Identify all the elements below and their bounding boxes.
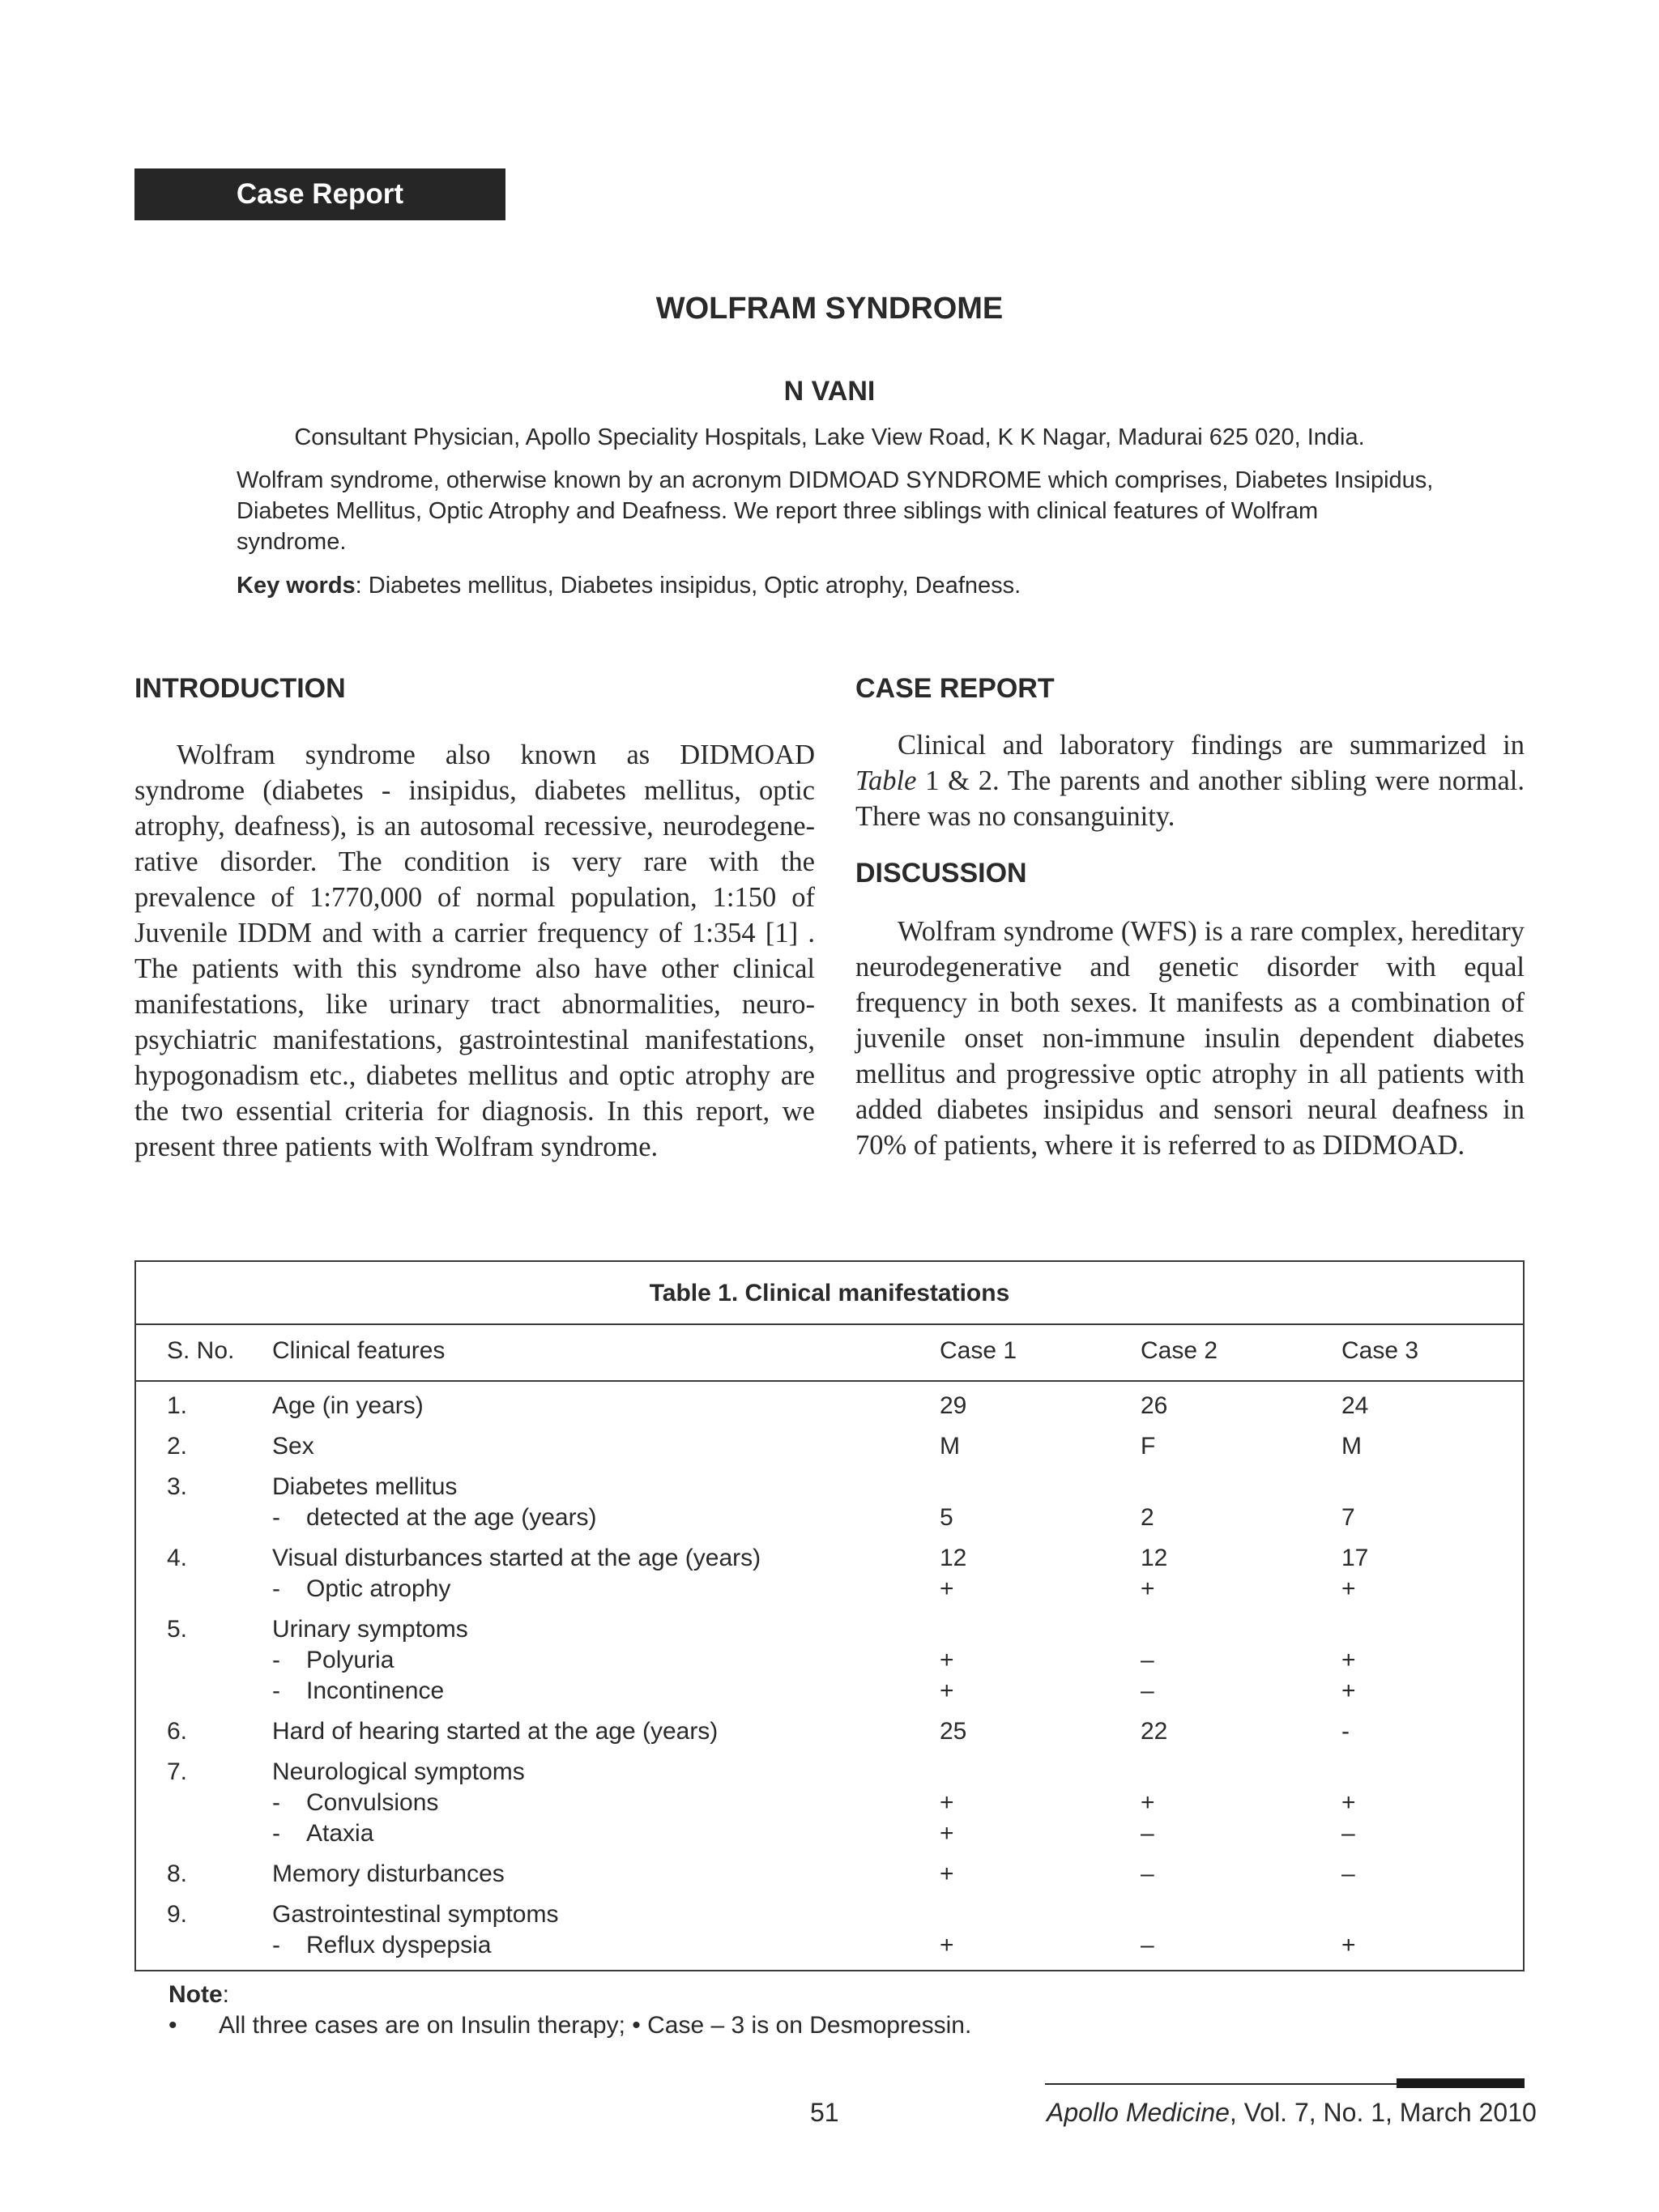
table-cell-case1: + [940,1575,954,1602]
table-cell-sno: 9. [167,1901,188,1928]
table-cell-case2: 22 [1141,1718,1168,1745]
table-cell-case2: – [1141,1932,1154,1958]
table-cell-sno: 6. [167,1718,188,1745]
table-cell-sno: 2. [167,1433,188,1460]
clinical-manifestations-table [134,1260,1525,1971]
journal-citation [1047,2098,1537,2128]
article-title: WOLFRAM SYNDROME [655,292,1004,326]
journal-name: Apollo Medicine [1047,2098,1230,2127]
table-cell-feature [272,1646,394,1675]
dash-marker: - [272,1647,280,1673]
table-cell-feature: Age (in years) [272,1392,424,1419]
note-item [168,2010,971,2041]
table-cell-case2: + [1141,1789,1155,1816]
discussion-paragraph: Wolfram syndrome (WFS) is a rare complex, hereditary neurodegenerative and genetic disorder with equal frequency in both sexes. It manifests as a combination of juvenile onset non-immune insulin dependent diabetes mellitus and progressive optic atrophy in all patients with added diabetes insipidus and sensori neural deafness in 70% of patients, where it is referred to as DIDMOAD. [855,916,1525,1161]
table-cell-case2: 2 [1141,1504,1154,1531]
table-header-sno: S. No. [167,1337,235,1364]
dash-marker: - [272,1932,280,1958]
table-cell-feature: Gastrointestinal symptoms [272,1901,559,1928]
table-header-features: Clinical features [272,1337,446,1364]
author-name: N VANI [783,376,876,407]
table-cell-case3: - [1341,1718,1350,1745]
table-cell-feature [272,1819,373,1848]
introduction-body [134,737,815,1165]
table-cell-case1: + [940,1647,954,1673]
dash-marker: - [272,1677,280,1704]
table-cell-case1: 25 [940,1718,967,1745]
dash-marker: - [272,1504,280,1531]
journal-issue: , Vol. 7, No. 1, March 2010 [1229,2098,1537,2127]
table-cell-case3: + [1341,1932,1356,1958]
table-cell-case1: + [940,1860,954,1887]
note-label: Note [168,1981,223,2008]
table-cell-feature [272,1931,491,1960]
case-report-heading: CASE REPORT [855,673,1055,704]
table-header-case2: Case 2 [1141,1337,1218,1364]
dash-marker: - [272,1575,280,1602]
introduction-heading: INTRODUCTION [134,673,346,704]
table-header-case3: Case 3 [1341,1337,1419,1364]
abstract: Wolfram syndrome, otherwise known by an acronym DIDMOAD SYNDROME which comprises, Diabetes Insipidus, Diabetes Mellitus, Optic Atrophy and Deafness. We report three siblings with clinical features of Wolfram syndrome. [237,467,1434,555]
case-report-paragraph: Clinical and laboratory findings are summarized in Table 1 & 2. The parents and another sibling were normal. There was no consanguinity. [855,730,1525,832]
table-cell-feature [272,1788,438,1818]
table-cell-sno: 5. [167,1616,188,1643]
dash-marker: - [272,1789,280,1816]
page-number: 51 [810,2098,839,2127]
table-cell-feature: Memory disturbances [272,1860,505,1887]
author-affiliation: Consultant Physician, Apollo Speciality Hospitals, Lake View Road, K K Nagar, Madurai 625 020, India. [294,424,1365,450]
feature-text: detected at the age (years) [306,1504,597,1531]
table-cell-case3: – [1341,1860,1355,1887]
table-divider [136,1380,1523,1382]
table-cell-case2: – [1141,1820,1154,1847]
table-cell-case2: – [1141,1677,1154,1704]
table-cell-case1: + [940,1677,954,1704]
table-cell-sno: 4. [167,1545,188,1571]
table-cell-sno: 7. [167,1758,188,1785]
introduction-paragraph: Wolfram syndrome also known as DIDMOAD syndrome (diabetes - insipidus, diabetes mellitus, optic atrophy, deafness), is an autosomal recessive, neurodegene-rative disorder. The condition is very rare with the prevalence of 1:770,000 of normal population, 1:150 of Juvenile IDDM and with a carrier frequency of 1:354 [1] . The patients with this syndrome also have other clinical manifestations, like urinary tract abnormalities, neuro-psychiatric manifestations, gastrointestinal manifestations, hypogonadism etc., diabetes mellitus and optic atrophy are the two essential criteria for diagnosis. In this report, we present three patients with Wolfram syndrome. [134,739,815,1162]
feature-text: Incontinence [306,1677,445,1704]
table-cell-case3: + [1341,1647,1356,1673]
table-cell-case3: 17 [1341,1545,1369,1571]
table-cell-feature: Sex [272,1433,314,1460]
table-cell-feature: Hard of hearing started at the age (years) [272,1718,719,1745]
table-cell-feature [272,1503,597,1532]
table-cell-case3: + [1341,1575,1356,1602]
table-cell-case1: + [940,1932,954,1958]
table-cell-case2: F [1141,1433,1156,1460]
table-cell-case2: 26 [1141,1392,1168,1419]
table-divider [136,1323,1523,1325]
table-cell-case1: M [940,1433,960,1460]
table-cell-case2: – [1141,1647,1154,1673]
table-cell-feature [272,1677,444,1706]
table-cell-sno: 1. [167,1392,188,1419]
table-cell-case2: 12 [1141,1545,1168,1571]
bullet-icon: • [168,2012,177,2039]
table-cell-case2: + [1141,1575,1155,1602]
table-cell-case3: – [1341,1820,1355,1847]
table-cell-feature: Diabetes mellitus [272,1473,458,1500]
table-header-case1: Case 1 [940,1337,1017,1364]
table-cell-case3: 24 [1341,1392,1369,1419]
section-banner: Case Report [134,168,505,220]
feature-text: Polyuria [306,1647,394,1673]
table-cell-feature: Visual disturbances started at the age (years) [272,1545,761,1571]
table-cell-feature: Neurological symptoms [272,1758,525,1785]
discussion-heading: DISCUSSION [855,858,1027,889]
table-cell-sno: 3. [167,1473,188,1500]
keywords-text: : Diabetes mellitus, Diabetes insipidus, Optic atrophy, Deafness. [355,573,1021,599]
discussion-body [855,914,1525,1163]
table-cell-case1: + [940,1820,954,1847]
note-text: All three cases are on Insulin therapy; • Case – 3 is on Desmopressin. [219,2012,972,2039]
table-note: Note: [168,1981,230,2008]
table-cell-feature [272,1575,450,1604]
table-cell-case2: – [1141,1860,1154,1887]
feature-text: Reflux dyspepsia [306,1932,492,1958]
feature-text: Convulsions [306,1789,439,1816]
footer-bar [1397,2078,1525,2088]
keywords [237,570,1434,601]
table-cell-case3: M [1341,1433,1362,1460]
table-caption: Table 1. Clinical manifestations [649,1280,1010,1306]
table-cell-case1: 12 [940,1545,967,1571]
table-cell-case1: + [940,1789,954,1816]
feature-text: Optic atrophy [306,1575,451,1602]
case-report-body [855,727,1525,834]
feature-text: Ataxia [306,1820,374,1847]
table-cell-case3: + [1341,1677,1356,1704]
table-cell-case1: 5 [940,1504,953,1531]
dash-marker: - [272,1820,280,1847]
table-cell-feature: Urinary symptoms [272,1616,468,1643]
table-reference: Table [855,765,917,796]
table-cell-case3: 7 [1341,1504,1355,1531]
table-cell-case3: + [1341,1789,1356,1816]
table-cell-case1: 29 [940,1392,967,1419]
keywords-label: Key words [237,573,356,599]
table-cell-sno: 8. [167,1860,188,1887]
